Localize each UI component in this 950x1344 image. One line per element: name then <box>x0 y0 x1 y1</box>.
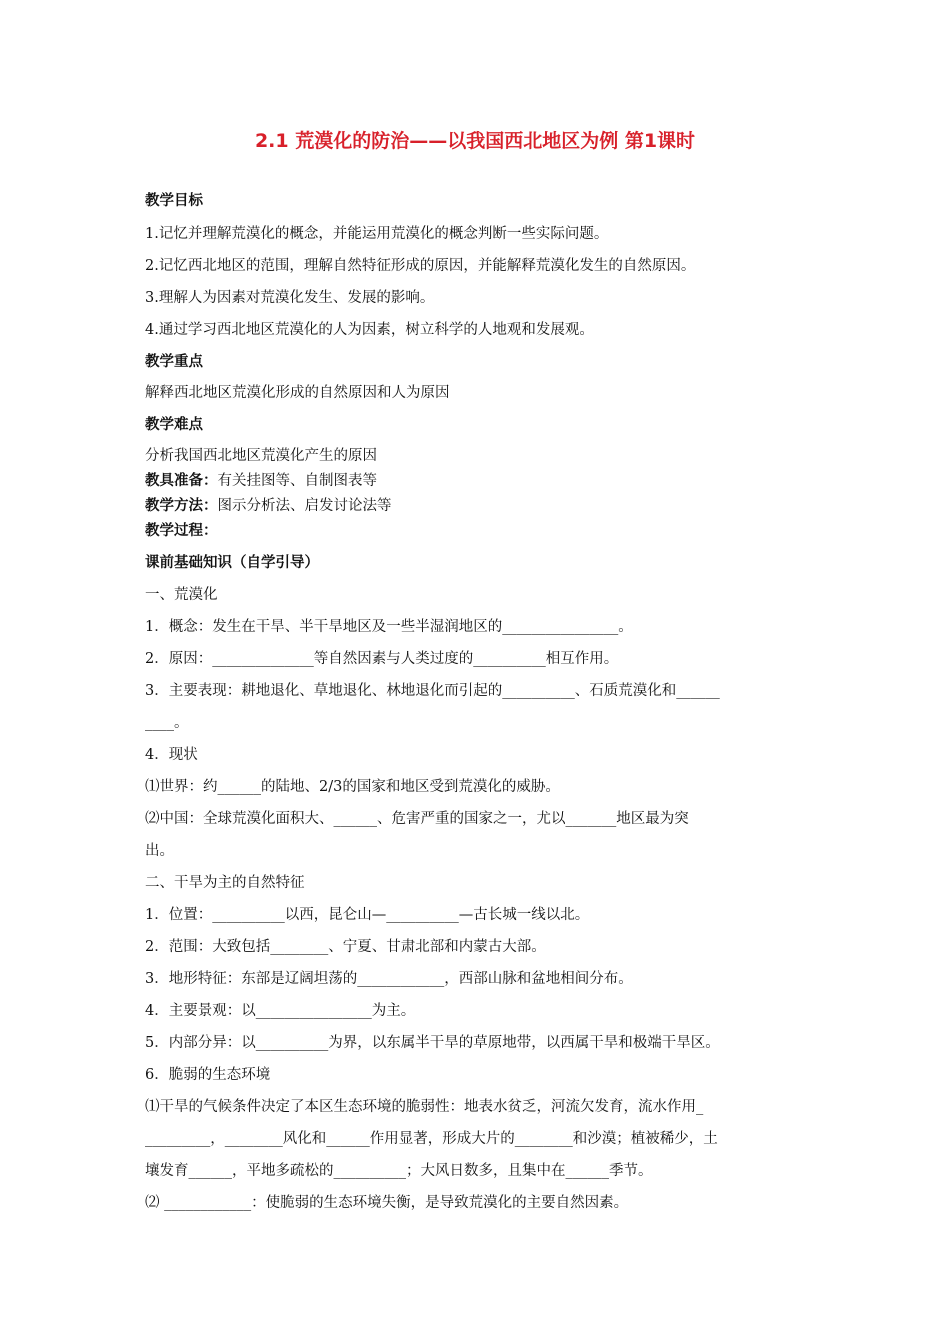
body-line: 4．主要景观：以________________为主。 <box>145 1003 416 1019</box>
key-points-text: 解释西北地区荒漠化形成的自然原因和人为原因 <box>145 385 450 401</box>
tools-row <box>145 471 825 491</box>
body-line: 3．地形特征：东部是辽阔坦荡的____________，西部山脉和盆地相间分布。 <box>145 971 633 987</box>
goal-item: 3.理解人为因素对荒漠化发生、发展的影响。 <box>145 290 435 306</box>
methods-text: 图示分析法、启发讨论法等 <box>217 498 392 514</box>
body-line: 1．位置：__________以西，昆仑山—__________—古长城一线以北。 <box>145 907 590 923</box>
body-line: ⑴干旱的气候条件决定了本区生态环境的脆弱性：地表水贫乏，河流欠发育，流水作用_ <box>145 1099 704 1115</box>
body-line: 二、干旱为主的自然特征 <box>145 875 305 891</box>
tools-text: 有关挂图等、自制图表等 <box>217 473 377 489</box>
tools-label: 教具准备： <box>145 473 218 489</box>
goal-item: 4.通过学习西北地区荒漠化的人为因素，树立科学的人地观和发展观。 <box>145 322 594 338</box>
body-line: ⑴世界：约______的陆地、2/3的国家和地区受到荒漠化的威胁。 <box>145 779 560 795</box>
body-line: ____。 <box>145 715 189 731</box>
body-line: 2．范围：大致包括________、宁夏、甘肃北部和内蒙古大部。 <box>145 939 546 955</box>
difficulty-text: 分析我国西北地区荒漠化产生的原因 <box>145 448 377 464</box>
goals-heading: 教学目标 <box>145 193 203 209</box>
body-line: ⑵中国：全球荒漠化面积大、______、危害严重的国家之一，尤以_______地区最为突 <box>145 811 689 827</box>
body-line: 3．主要表现：耕地退化、草地退化、林地退化而引起的__________、石质荒漠化和______ <box>145 683 720 699</box>
goal-item: 1.记忆并理解荒漠化的概念，并能运用荒漠化的概念判断一些实际问题。 <box>145 226 609 242</box>
methods-label: 教学方法： <box>145 498 218 514</box>
body-line: 壤发育______，平地多疏松的__________；大风日数多，且集中在______季节。 <box>145 1163 653 1179</box>
body-line: _________，________风化和______作用显著，形成大片的________和沙漠；植被稀少，土 <box>145 1131 718 1147</box>
body-line: 4．现状 <box>145 747 198 763</box>
body-line: 2．原因：______________等自然因素与人类过度的__________相互作用。 <box>145 651 619 667</box>
body-line: 一、荒漠化 <box>145 587 218 603</box>
goal-item: 2.记忆西北地区的范围，理解自然特征形成的原因，并能解释荒漠化发生的自然原因。 <box>145 258 696 274</box>
process-label: 教学过程： <box>145 523 218 539</box>
body-line: 5．内部分异：以__________为界，以东属半干旱的草原地带，以西属干旱和极端干旱区。 <box>145 1035 720 1051</box>
body-line: 出。 <box>145 843 174 859</box>
prestudy-heading: 课前基础知识（自学引导） <box>145 555 319 571</box>
body-line: 1．概念：发生在干旱、半干旱地区及一些半湿润地区的________________。 <box>145 619 633 635</box>
body-line: 6．脆弱的生态环境 <box>145 1067 271 1083</box>
methods-row <box>145 496 825 516</box>
body-line: ⑵ ____________：使脆弱的生态环境失衡，是导致荒漠化的主要自然因素。 <box>145 1195 629 1211</box>
difficulty-heading: 教学难点 <box>145 417 203 433</box>
document-title: 2.1 荒漠化的防治——以我国西北地区为例 第1课时 <box>254 130 696 152</box>
key-points-heading: 教学重点 <box>145 354 203 370</box>
